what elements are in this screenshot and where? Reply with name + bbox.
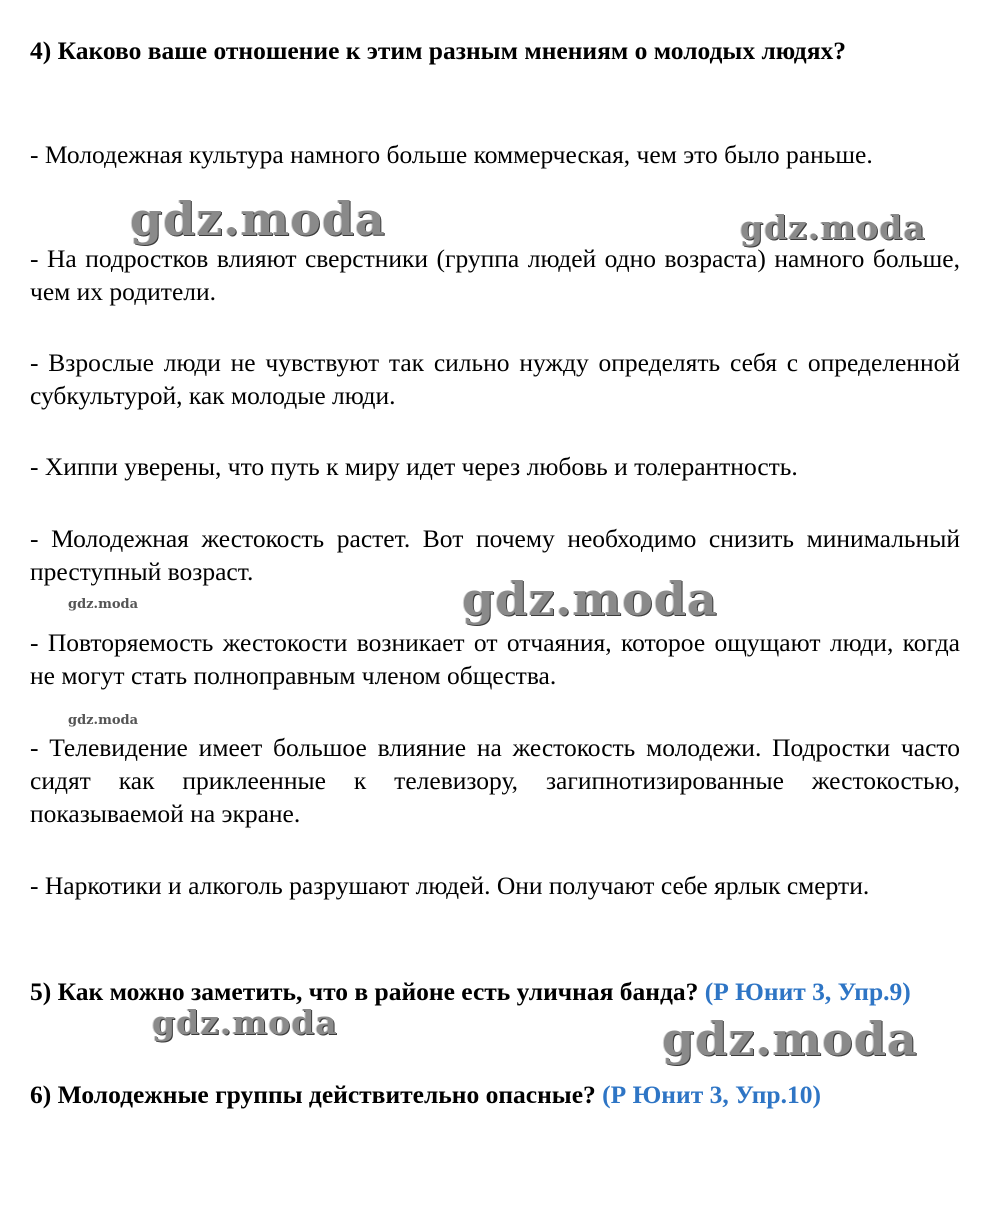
answer-4: - Хиппи уверены, что путь к миру идет через любовь и толерантность.: [30, 452, 798, 481]
watermark: gdz.moda: [662, 1012, 918, 1066]
answer-5: - Молодежная жестокость растет. Вот почему необходимо снизить минимальный преступный возраст.: [30, 524, 960, 586]
question-4: 4) Каково ваше отношение к этим разным мнениям о молодых людях?: [30, 36, 846, 65]
answer-8: - Наркотики и алкоголь разрушают людей. Они получают себе ярлык смерти.: [30, 871, 870, 900]
question-6: [30, 1078, 960, 1111]
watermark: gdz.moda: [462, 572, 718, 626]
question-5-reference-link[interactable]: (Р Юнит 3, Упр.9): [704, 977, 911, 1006]
watermark: gdz.moda: [130, 192, 386, 246]
answer-7: - Телевидение имеет большое влияние на жестокость молодежи. Подростки часто сидят как приклеенные к телевизору, загипнотизированные жестокостью, показываемой на экране.: [30, 733, 960, 828]
question-6-text: 6) Молодежные группы действительно опасные?: [30, 1080, 596, 1109]
watermark: gdz.moda: [68, 597, 139, 612]
watermark: gdz.moda: [152, 1003, 338, 1042]
question-6-reference-link[interactable]: (Р Юнит 3, Упр.10): [602, 1080, 821, 1109]
answer-1: - Молодежная культура намного больше коммерческая, чем это было раньше.: [30, 140, 873, 169]
answer-6: - Повторяемость жестокости возникает от отчаяния, которое ощущают люди, когда не могут стать полноправным членом общества.: [30, 628, 960, 690]
answer-3: - Взрослые люди не чувствуют так сильно нужду определять себя с определенной субкультурой, как молодые люди.: [30, 348, 960, 410]
watermark: gdz.moda: [740, 208, 926, 247]
watermark: gdz.moda: [68, 713, 139, 728]
answer-2: - На подростков влияют сверстники (группа людей одно возраста) намного больше, чем их родители.: [30, 244, 960, 306]
question-5-text: 5) Как можно заметить, что в районе есть уличная банда?: [30, 977, 699, 1006]
